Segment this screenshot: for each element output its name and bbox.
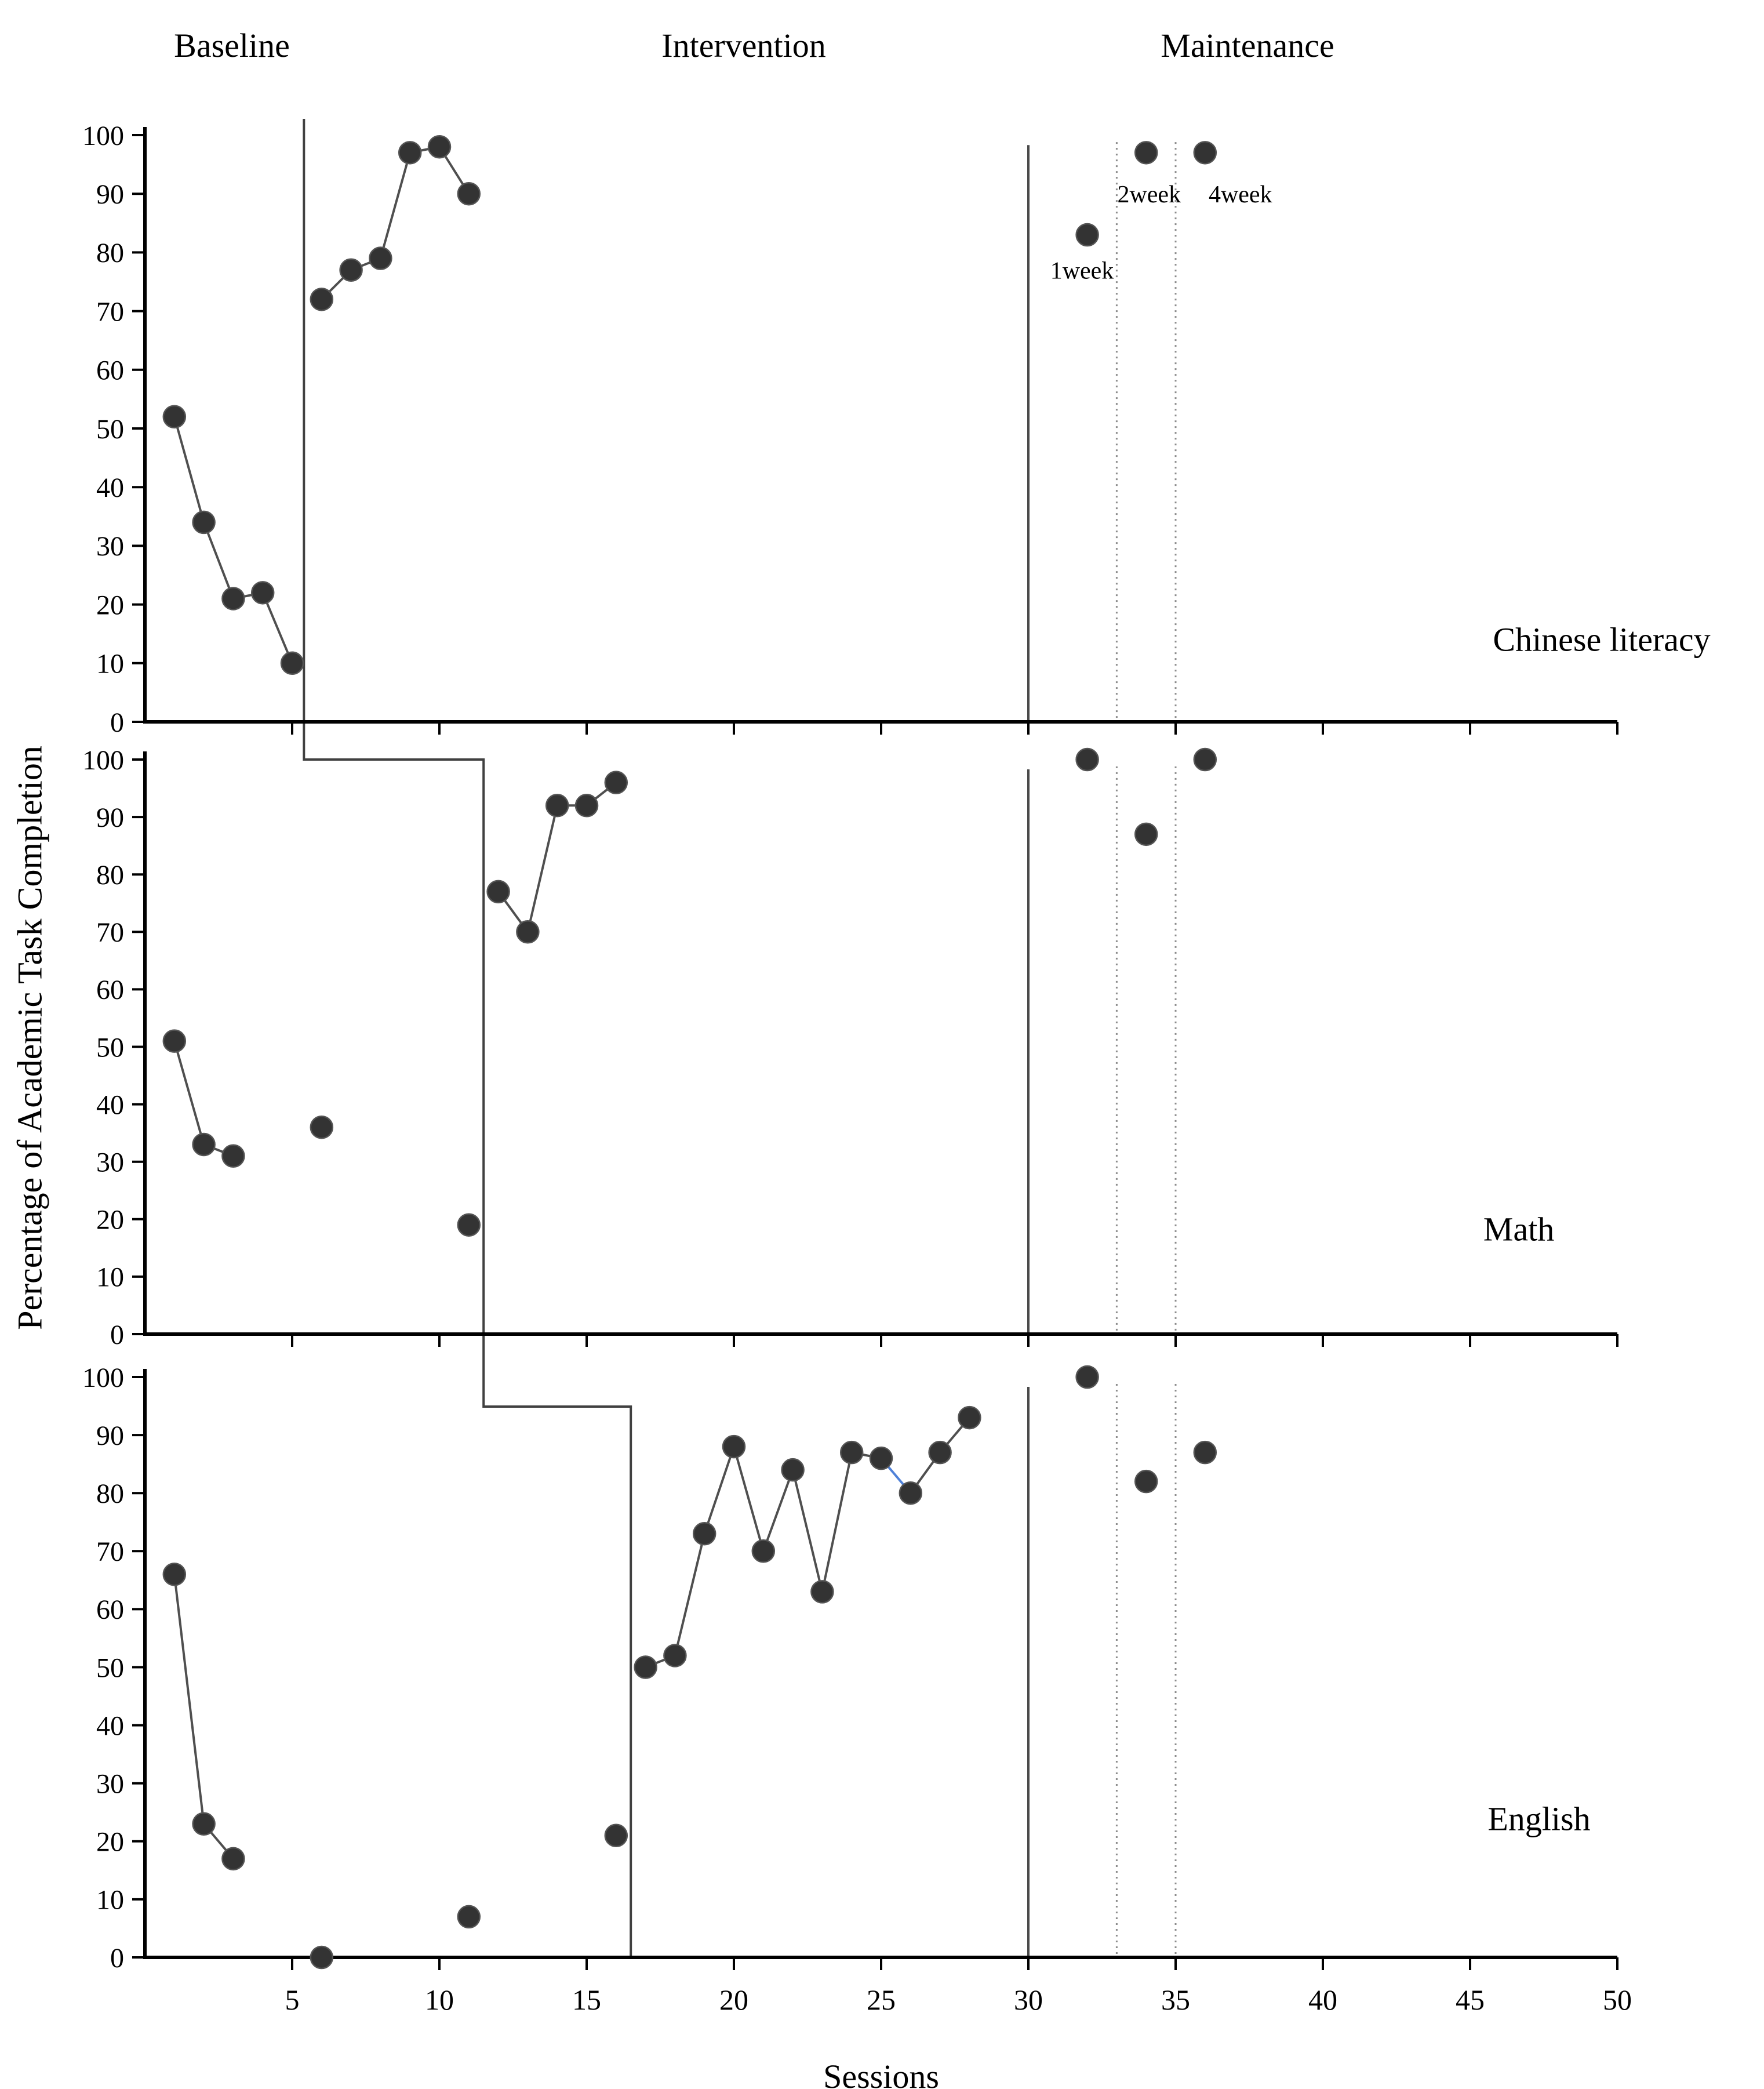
y-tick-label: 70 <box>96 296 124 328</box>
y-tick-label: 100 <box>82 744 124 776</box>
series-segment <box>675 1534 704 1655</box>
data-point-baseline <box>222 1145 244 1167</box>
data-point-baseline <box>193 511 215 533</box>
data-point-baseline <box>163 1563 186 1585</box>
data-point-intervention <box>458 183 480 205</box>
phase-title-baseline: Baseline <box>174 27 290 64</box>
y-tick-label: 30 <box>96 1147 124 1178</box>
data-point-intervention <box>664 1644 686 1666</box>
data-point-baseline-probe-1 <box>311 1116 333 1138</box>
y-tick-label: 90 <box>96 1420 124 1451</box>
data-point-maintenance-probes <box>1076 749 1099 771</box>
y-tick-label: 50 <box>96 1652 124 1684</box>
y-tick-label: 0 <box>110 1319 124 1350</box>
data-point-intervention <box>546 794 568 816</box>
x-tick-label: 50 <box>1603 1983 1632 2016</box>
data-point-baseline <box>163 1030 186 1052</box>
y-tick-label: 70 <box>96 917 124 949</box>
y-tick-label: 100 <box>82 120 124 151</box>
panel-label-chinese-literacy: Chinese literacy <box>1493 620 1711 659</box>
panel-math <box>163 749 1216 1236</box>
data-point-intervention <box>811 1581 833 1603</box>
y-tick-label: 40 <box>96 473 124 503</box>
x-axis-title: Sessions <box>823 2058 939 2089</box>
y-tick-label: 10 <box>96 1884 124 1916</box>
data-point-maintenance-probes <box>1194 1441 1216 1463</box>
panel-label-english: English <box>1487 1800 1591 1838</box>
data-point-intervention <box>369 248 391 270</box>
phase-change-step-line <box>304 119 631 1957</box>
x-tick-label: 25 <box>867 1983 896 2016</box>
y-tick-label: 10 <box>96 648 124 680</box>
data-point-baseline-probe-3 <box>605 1825 627 1847</box>
data-point-intervention <box>488 881 510 903</box>
data-point-maintenance-probes <box>1194 141 1216 164</box>
y-tick-label: 10 <box>96 1262 124 1293</box>
data-point-intervention <box>517 921 539 943</box>
y-tick-label: 20 <box>96 1204 124 1236</box>
data-point-baseline-probe-2 <box>458 1906 480 1928</box>
series-segment <box>734 1447 763 1551</box>
y-tick-label: 50 <box>96 1032 124 1063</box>
x-tick-label: 5 <box>285 1983 300 2016</box>
data-point-baseline-probe-2 <box>458 1214 480 1236</box>
y-tick-label: 70 <box>96 1536 124 1568</box>
y-tick-label: 90 <box>96 802 124 833</box>
data-point-maintenance-probes <box>1076 224 1099 246</box>
series-segment <box>204 522 234 599</box>
series-segment <box>822 1452 852 1592</box>
data-point-intervention <box>399 141 421 164</box>
x-tick-label: 15 <box>572 1983 601 2016</box>
data-point-intervention <box>605 772 627 794</box>
series-segment <box>174 417 204 522</box>
y-axis-title: Percentage of Academic Task Completion <box>10 746 49 1330</box>
data-point-intervention <box>929 1441 951 1463</box>
data-point-intervention <box>723 1436 745 1458</box>
x-tick-label: 40 <box>1308 1983 1337 2016</box>
data-point-maintenance-probes <box>1135 141 1157 164</box>
data-point-maintenance-probes <box>1194 749 1216 771</box>
y-tick-label: 40 <box>96 1710 124 1742</box>
data-point-maintenance-probes <box>1135 1470 1157 1492</box>
y-tick-label: 60 <box>96 355 124 386</box>
data-point-baseline <box>193 1813 215 1835</box>
y-tick-label: 90 <box>96 179 124 210</box>
data-point-intervention <box>870 1447 892 1469</box>
data-point-baseline <box>193 1133 215 1156</box>
y-tick-label: 40 <box>96 1089 124 1121</box>
y-tick-label: 80 <box>96 238 124 269</box>
y-tick-label: 100 <box>82 1362 124 1393</box>
y-tick-label: 60 <box>96 975 124 1006</box>
data-point-baseline <box>252 582 274 604</box>
data-point-intervention <box>428 136 450 158</box>
phase-title-intervention: Intervention <box>661 27 826 64</box>
data-point-intervention <box>958 1407 980 1429</box>
data-point-intervention <box>635 1656 657 1679</box>
y-tick-label: 30 <box>96 531 124 562</box>
panel-chinese-literacy <box>163 136 1216 674</box>
data-point-baseline <box>222 1848 244 1870</box>
y-tick-label: 50 <box>96 413 124 445</box>
series-segment <box>704 1447 734 1534</box>
phase-title-maintenance: Maintenance <box>1161 27 1334 64</box>
x-tick-label: 45 <box>1456 1983 1485 2016</box>
data-point-maintenance-probes <box>1076 1366 1099 1388</box>
series-segment <box>174 1574 204 1823</box>
x-tick-label: 35 <box>1161 1983 1190 2016</box>
series-segment <box>528 805 557 932</box>
data-point-intervention <box>311 288 333 310</box>
y-tick-label: 60 <box>96 1594 124 1626</box>
week-label: 2week <box>1117 181 1181 208</box>
data-point-intervention <box>340 259 362 281</box>
panel-label-math: Math <box>1483 1210 1555 1248</box>
series-segment <box>380 152 410 258</box>
y-tick-label: 0 <box>110 707 124 738</box>
y-tick-label: 30 <box>96 1768 124 1800</box>
series-segment <box>763 1470 793 1551</box>
x-tick-label: 10 <box>425 1983 454 2016</box>
data-point-intervention <box>900 1482 922 1504</box>
series-segment <box>174 1041 204 1145</box>
x-tick-label: 20 <box>719 1983 748 2016</box>
y-tick-label: 80 <box>96 1478 124 1509</box>
y-tick-label: 20 <box>96 590 124 621</box>
panel-english <box>163 1366 1216 1968</box>
y-tick-label: 0 <box>110 1942 124 1974</box>
data-point-baseline <box>281 652 303 674</box>
y-tick-label: 80 <box>96 860 124 891</box>
data-point-intervention <box>752 1540 774 1562</box>
y-tick-label: 20 <box>96 1826 124 1858</box>
series-segment <box>793 1470 823 1592</box>
data-point-baseline <box>163 406 186 428</box>
data-point-intervention <box>693 1523 715 1545</box>
data-point-intervention <box>782 1459 804 1481</box>
data-point-intervention <box>576 794 598 816</box>
data-point-maintenance-probes <box>1135 823 1157 845</box>
data-point-baseline <box>222 587 244 609</box>
data-point-intervention <box>841 1441 863 1463</box>
week-label: 1week <box>1050 257 1114 285</box>
data-point-baseline-probe-1 <box>311 1946 333 1968</box>
week-label: 4week <box>1208 181 1272 208</box>
x-tick-label: 30 <box>1014 1983 1043 2016</box>
